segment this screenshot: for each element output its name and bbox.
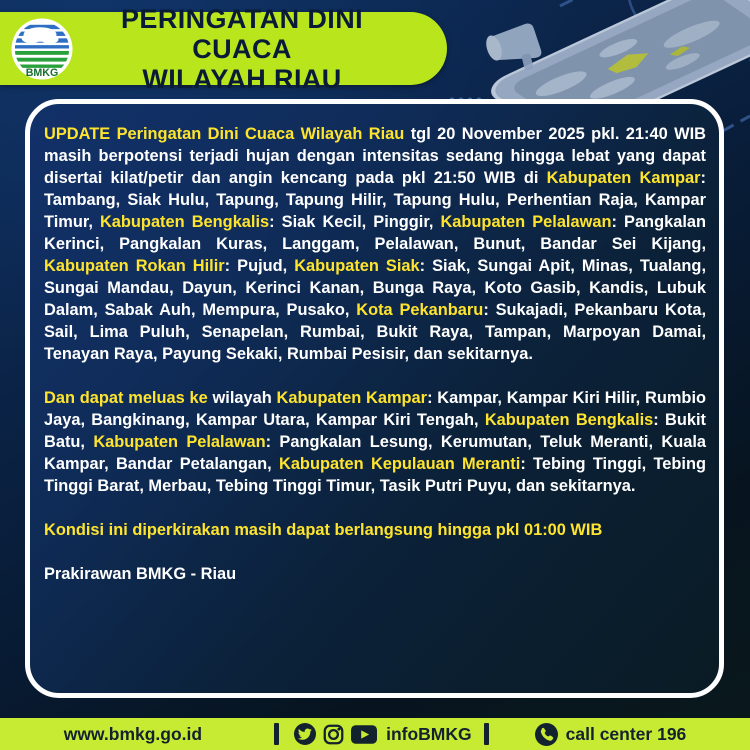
- call-center-label: call center 196: [565, 723, 687, 744]
- body-text: : Sukajadi, Pekanbaru Kota, Sail, Lima Puluh, Senapelan, Rumbai, Bukit Raya, Tampan, Marpoyan Damai, Tenayan Raya, Payung Sekaki, Rumbai Pesisir, dan sekitarnya.: [44, 301, 706, 363]
- body-text: : Siak Kecil, Pinggir,: [269, 213, 441, 231]
- forecaster-signature: Prakirawan BMKG - Riau: [44, 565, 237, 583]
- social-handle: infoBMKG: [386, 723, 472, 744]
- twitter-icon: [294, 723, 316, 745]
- warning-paragraph-update: [44, 123, 706, 365]
- body-text: : Pangkalan Lesung, Kerumutan, Teluk Meranti, Kuala Kampar, Bandar Petalangan,: [44, 433, 706, 473]
- youtube-icon: [351, 725, 377, 744]
- body-text: : Tambang, Siak Hulu, Tapung, Tapung Hilir, Tapung Hulu, Perhentian Raja, Kampar Timur,: [44, 169, 706, 231]
- body-text: : Kampar, Kampar Kiri Hilir, Rumbio Jaya, Bangkinang, Kampar Utara, Kampar Kiri Tengah,: [44, 389, 707, 429]
- body-text: : Pujud,: [224, 257, 295, 275]
- highlighted-region-text: Dan dapat meluas ke: [44, 389, 208, 407]
- body-text: : Tebing Tinggi, Tebing Tinggi Barat, Merbau, Tebing Tinggi Timur, Tasik Putri Puyu, dan sekitarnya.: [44, 455, 707, 495]
- highlighted-region-text: Kabupaten Pelalawan: [440, 213, 612, 231]
- highlighted-region-text: Kabupaten Bengkalis: [484, 411, 654, 429]
- highlighted-region-text: Kabupaten Kampar: [546, 169, 701, 187]
- body-text: : Pangkalan Kerinci, Pangkalan Kuras, Langgam, Pelalawan, Bunut, Bandar Sei Kijang,: [44, 213, 706, 253]
- body-text: tgl 20 November 2025 pkl. 21:40 WIB masih berpotensi terjadi hujan dengan intensitas sedang hingga lebat yang dapat disertai kilat/petir dan angin kencang pada pkl 21:50 WIB di: [44, 125, 706, 187]
- highlighted-region-text: Kabupaten Pelalawan: [93, 433, 266, 451]
- bmkg-logo-text: BMKG: [25, 66, 59, 79]
- footer-bar: [0, 718, 750, 750]
- highlighted-region-text: Kota Pekanbaru: [356, 301, 484, 319]
- page-title-line2: WILAYAH RIAU: [142, 63, 342, 94]
- footer-divider: [274, 723, 279, 745]
- warning-text: [44, 123, 706, 585]
- highlighted-region-text: Kabupaten Kepulauan Meranti: [278, 455, 521, 473]
- phone-handset-icon: [535, 723, 558, 746]
- highlighted-region-text: Kabupaten Bengkalis: [99, 213, 270, 231]
- bmkg-logo-icon: [11, 18, 73, 80]
- header-banner: [0, 3, 447, 94]
- social-icon-row: [294, 723, 377, 745]
- footer-divider: [484, 723, 489, 745]
- warning-paragraph-expansion: [44, 387, 706, 497]
- instagram-icon: [323, 724, 344, 745]
- highlighted-region-text: Kabupaten Kampar: [276, 389, 428, 407]
- website-url: www.bmkg.go.id: [63, 723, 203, 744]
- warning-duration-note: Kondisi ini diperkirakan masih dapat berlangsung hingga pkl 01:00 WIB: [44, 521, 603, 539]
- page-title: [73, 4, 447, 94]
- page-title-line1: PERINGATAN DINI CUACA: [121, 3, 363, 64]
- highlighted-region-text: UPDATE Peringatan Dini Cuaca Wilayah Riau: [44, 125, 405, 143]
- highlighted-region-text: Kabupaten Rokan Hilir: [44, 257, 225, 275]
- warning-panel: [25, 99, 724, 698]
- bmkg-logo: [11, 18, 73, 80]
- body-text: wilayah: [207, 389, 277, 407]
- highlighted-region-text: Kabupaten Siak: [294, 257, 420, 275]
- body-text: : Siak, Sungai Apit, Minas, Tualang, Sungai Mandau, Dayun, Kerinci Kanan, Bunga Raya, Koto Gasib, Kandis, Lubuk Dalam, Sabak Auh, Mempura, Pusako,: [44, 257, 706, 319]
- body-text: : Bukit Batu,: [44, 411, 706, 451]
